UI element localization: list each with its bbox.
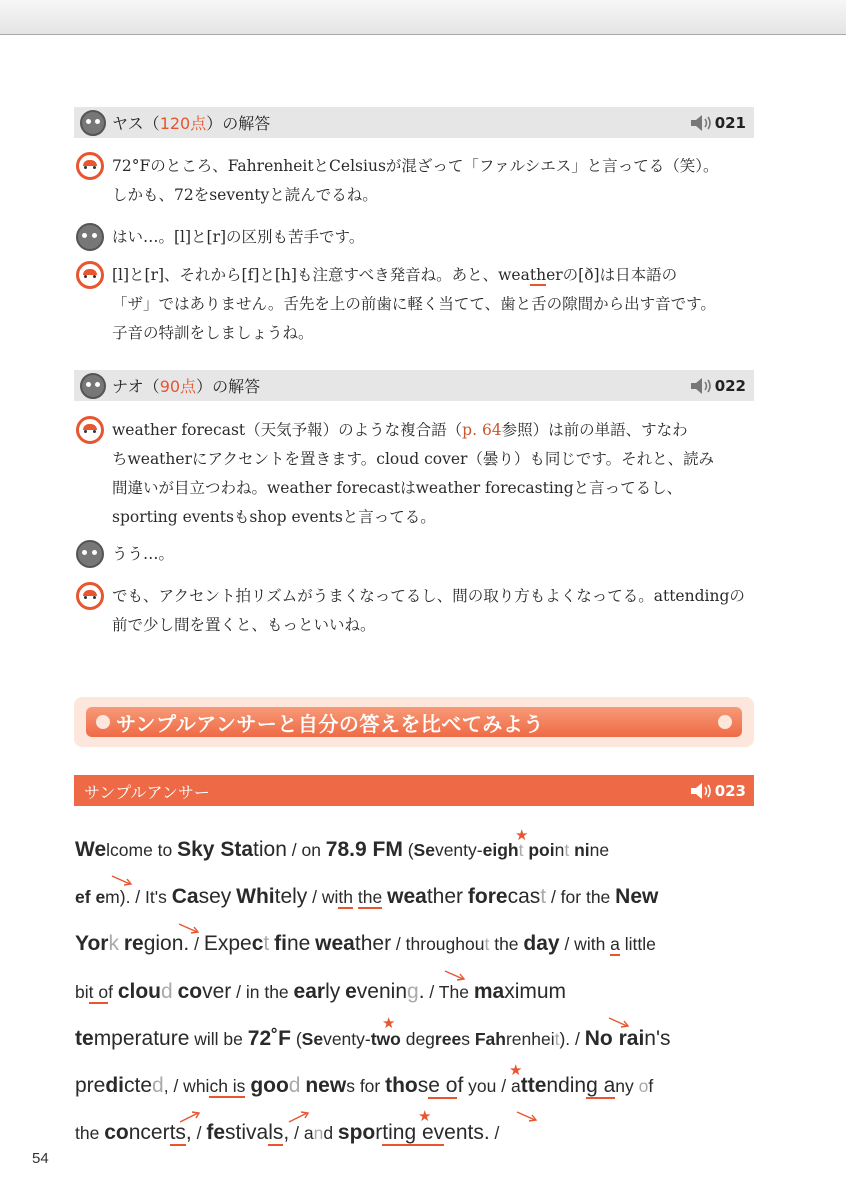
speaker-icon bbox=[689, 782, 715, 800]
stress-star-icon: ★ bbox=[515, 826, 529, 844]
stress-star-icon: ★ bbox=[418, 1107, 432, 1125]
section-title: ナオ（90点）の解答 bbox=[112, 377, 261, 396]
dialog-teacher-4: でも、アクセント拍リズムがうまくなってるし、間の取り方もよくなってる。attendingの 前で少し間を置くと、もっといいね。 bbox=[112, 587, 745, 634]
dialog-student-1: はい…。[l]と[r]の区別も苦手です。 bbox=[112, 228, 365, 246]
sample-line-2: ef em). / It's Casey Whitely / with the weather forecast / for the New bbox=[75, 885, 659, 908]
sample-line-5: temperature will be 72˚F (Seventy-two degrees Fahrenheit). / No rain's bbox=[75, 1027, 671, 1050]
teacher-avatar-icon bbox=[76, 261, 104, 289]
linking-arrow-icon bbox=[287, 1110, 313, 1124]
sample-line-3: York region. / Expect fine weather / throughout the day / with a little bbox=[75, 932, 656, 955]
bullet-icon bbox=[718, 715, 732, 729]
audio-track[interactable] bbox=[689, 107, 746, 138]
student-avatar-icon bbox=[76, 223, 104, 251]
sample-line-1: Welcome to Sky Station / on 78.9 FM (Seventy-eight point nine bbox=[75, 838, 610, 861]
section-title: ヤス（120点）の解答 bbox=[112, 114, 271, 133]
page-reference-link[interactable]: p. 64 bbox=[462, 421, 502, 439]
top-header-bar bbox=[0, 0, 846, 35]
track-number: 021 bbox=[714, 113, 746, 132]
linking-arrow-icon bbox=[607, 1016, 633, 1030]
linking-arrow-icon bbox=[515, 1110, 541, 1124]
audio-track[interactable] bbox=[689, 775, 746, 806]
teacher-avatar-icon bbox=[76, 152, 104, 180]
bullet-icon bbox=[96, 715, 110, 729]
linking-arrow-icon bbox=[443, 969, 469, 983]
student-avatar-icon bbox=[76, 540, 104, 568]
compare-banner bbox=[74, 697, 754, 747]
audio-track[interactable] bbox=[689, 370, 746, 401]
section-header-yasu bbox=[74, 107, 754, 138]
track-number: 022 bbox=[714, 376, 746, 395]
dialog-student-2: うう…。 bbox=[112, 545, 175, 563]
linking-arrow-icon bbox=[178, 1110, 204, 1124]
dialog-teacher-2: [l]と[r]、それから[f]と[h]も注意すべき発音ね。あと、weatherの[ð]は日本語の 「ザ」ではありません。舌先を上の前歯に軽く当てて、歯と舌の隙間から出す音です。 子音の特訓をしましょうね。 bbox=[112, 266, 716, 342]
speaker-icon bbox=[689, 377, 715, 395]
teacher-avatar-icon bbox=[76, 416, 104, 444]
banner-title: サンプルアンサーと自分の答えを比べてみよう bbox=[116, 712, 544, 736]
section-header-nao bbox=[74, 370, 754, 401]
nao-avatar-icon bbox=[80, 373, 106, 399]
yasu-avatar-icon bbox=[80, 110, 106, 136]
linking-arrow-icon bbox=[110, 874, 136, 888]
sample-line-6: predicted, / which is good news for those of you / attending any of bbox=[75, 1074, 654, 1097]
sample-line-7: the concerts, / festivals, / and sporting events. / bbox=[75, 1121, 500, 1144]
page-number: 54 bbox=[32, 1150, 49, 1167]
linking-arrow-icon bbox=[177, 922, 203, 936]
stress-star-icon: ★ bbox=[509, 1061, 523, 1079]
sample-answer-header bbox=[74, 775, 754, 806]
dialog-teacher-1: 72°Fのところ、FahrenheitとCelsiusが混ざって「ファルシエス」と言ってる（笑）。 しかも、72をseventyと読んでるね。 bbox=[112, 157, 719, 204]
speaker-icon bbox=[689, 114, 715, 132]
stress-star-icon: ★ bbox=[382, 1014, 396, 1032]
sample-line-4: bit of cloud cover / in the early evening. / The maximum bbox=[75, 980, 567, 1003]
teacher-avatar-icon bbox=[76, 582, 104, 610]
dialog-teacher-3: weather forecast（天気予報）のような複合語（p. 64参照）は前の単語、すなわ ちweatherにアクセントを置きます。cloud cover（曇り）も同じです。それと、読み 間違いが目立つわね。weather forecastはweather forecastingと言ってるし、 sporting eventsもshop eventsと言ってる。 bbox=[112, 421, 715, 526]
track-number: 023 bbox=[714, 781, 746, 800]
sample-answer-label: サンプルアンサー bbox=[84, 783, 210, 802]
